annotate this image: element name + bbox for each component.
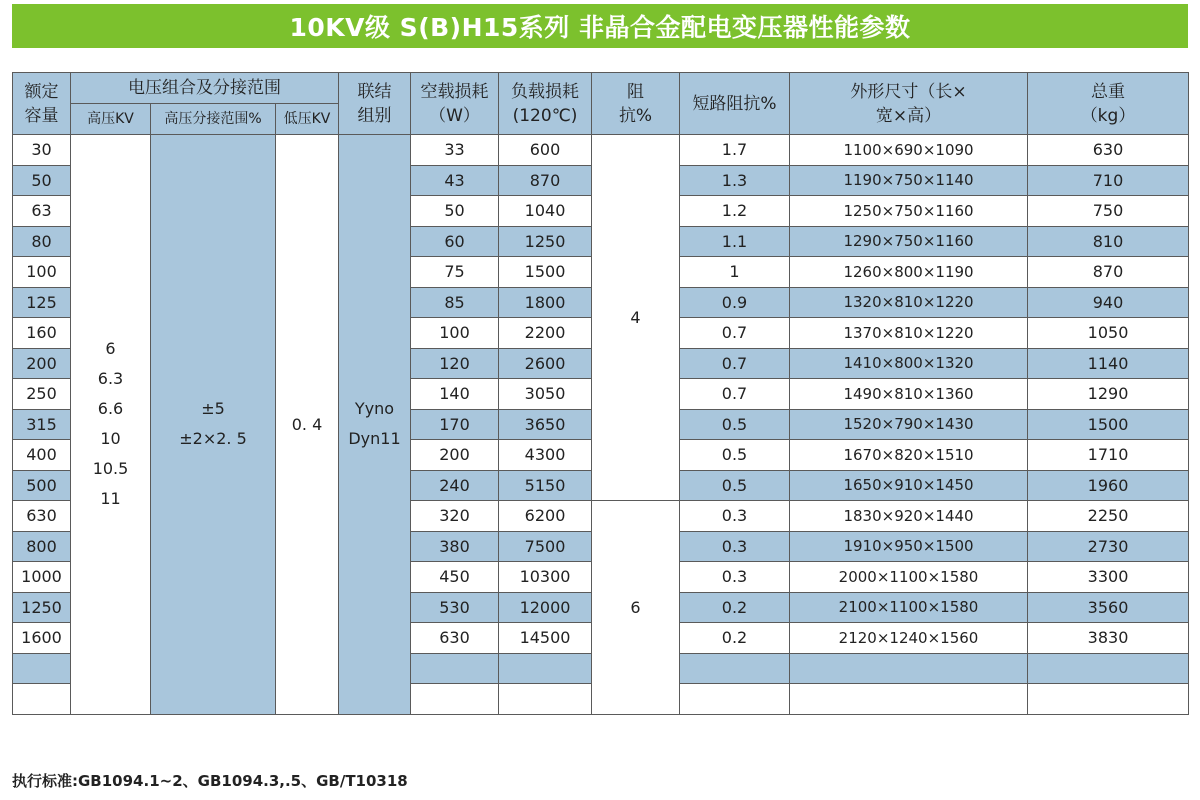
- load-loss-cell: 1250: [499, 226, 592, 257]
- load-loss-cell: [499, 684, 592, 715]
- dimensions-cell: 1670×820×1510: [790, 440, 1028, 471]
- hv-tap-value: ±2×2. 5: [179, 429, 247, 449]
- hv-voltage-value: 10.5: [92, 459, 129, 479]
- noload-loss-cell: 240: [411, 470, 499, 501]
- dimensions-cell: [790, 653, 1028, 684]
- weight-cell: 710: [1028, 165, 1189, 196]
- short-circuit-cell: 0.3: [680, 562, 790, 593]
- dimensions-cell: 1250×750×1160: [790, 196, 1028, 227]
- load-loss-cell: 2200: [499, 318, 592, 349]
- short-circuit-cell: 0.5: [680, 440, 790, 471]
- load-loss-cell: [499, 653, 592, 684]
- capacity-cell: [13, 684, 71, 715]
- capacity-cell: 80: [13, 226, 71, 257]
- weight-cell: 1710: [1028, 440, 1189, 471]
- weight-cell: 810: [1028, 226, 1189, 257]
- dimensions-cell: 1320×810×1220: [790, 287, 1028, 318]
- connection-group-value: Dyn11: [348, 429, 401, 449]
- capacity-cell: 63: [13, 196, 71, 227]
- dimensions-cell: 1100×690×1090: [790, 135, 1028, 166]
- capacity-cell: 630: [13, 501, 71, 532]
- connection-group-cell: [339, 135, 411, 715]
- header-hv-tap: 高压分接范围%: [151, 104, 276, 135]
- header-load-loss: 负载损耗(120℃): [499, 73, 592, 135]
- page-title: 10KV级 S(B)H15系列 非晶合金配电变压器性能参数: [289, 13, 911, 42]
- capacity-cell: 30: [13, 135, 71, 166]
- short-circuit-cell: 0.7: [680, 348, 790, 379]
- noload-loss-cell: 33: [411, 135, 499, 166]
- hv-voltage-value: 10: [100, 429, 121, 449]
- impedance-cell: 4: [592, 135, 680, 501]
- load-loss-cell: 2600: [499, 348, 592, 379]
- dimensions-cell: 1520×790×1430: [790, 409, 1028, 440]
- footer-standard: 执行标准:GB1094.1~2、GB1094.3,.5、GB/T10318: [12, 772, 408, 790]
- load-loss-cell: 10300: [499, 562, 592, 593]
- load-loss-cell: 870: [499, 165, 592, 196]
- short-circuit-cell: 0.7: [680, 379, 790, 410]
- dimensions-cell: 1410×800×1320: [790, 348, 1028, 379]
- dimensions-cell: 1260×800×1190: [790, 257, 1028, 288]
- dimensions-cell: 1830×920×1440: [790, 501, 1028, 532]
- weight-cell: 750: [1028, 196, 1189, 227]
- noload-loss-cell: 170: [411, 409, 499, 440]
- capacity-cell: 315: [13, 409, 71, 440]
- header-voltage-group: 电压组合及分接范围: [71, 73, 339, 104]
- weight-cell: 1140: [1028, 348, 1189, 379]
- capacity-cell: 800: [13, 531, 71, 562]
- noload-loss-cell: 100: [411, 318, 499, 349]
- short-circuit-cell: 1: [680, 257, 790, 288]
- header-short-circuit: 短路阻抗%: [680, 73, 790, 135]
- noload-loss-cell: 200: [411, 440, 499, 471]
- weight-cell: 940: [1028, 287, 1189, 318]
- capacity-cell: 125: [13, 287, 71, 318]
- weight-cell: 2250: [1028, 501, 1189, 532]
- weight-cell: 1960: [1028, 470, 1189, 501]
- short-circuit-cell: 1.1: [680, 226, 790, 257]
- noload-loss-cell: 530: [411, 592, 499, 623]
- weight-cell: 3830: [1028, 623, 1189, 654]
- short-circuit-cell: 0.2: [680, 592, 790, 623]
- load-loss-cell: 14500: [499, 623, 592, 654]
- hv-voltage-value: 6.6: [97, 399, 124, 419]
- noload-loss-cell: [411, 684, 499, 715]
- weight-cell: 1500: [1028, 409, 1189, 440]
- short-circuit-cell: 1.2: [680, 196, 790, 227]
- short-circuit-cell: 0.5: [680, 470, 790, 501]
- load-loss-cell: 7500: [499, 531, 592, 562]
- load-loss-cell: 3650: [499, 409, 592, 440]
- short-circuit-cell: 0.3: [680, 501, 790, 532]
- load-loss-cell: 12000: [499, 592, 592, 623]
- noload-loss-cell: 60: [411, 226, 499, 257]
- header-capacity: 额定容量: [13, 73, 71, 135]
- noload-loss-cell: 43: [411, 165, 499, 196]
- noload-loss-cell: 120: [411, 348, 499, 379]
- noload-loss-cell: [411, 653, 499, 684]
- noload-loss-cell: 450: [411, 562, 499, 593]
- load-loss-cell: 1800: [499, 287, 592, 318]
- weight-cell: 630: [1028, 135, 1189, 166]
- load-loss-cell: 1040: [499, 196, 592, 227]
- weight-cell: 870: [1028, 257, 1189, 288]
- hv-tap-range-cell: [151, 135, 276, 715]
- noload-loss-cell: 50: [411, 196, 499, 227]
- title-banner: [12, 4, 1188, 48]
- dimensions-cell: 1190×750×1140: [790, 165, 1028, 196]
- header-dimensions: 外形尺寸（长×宽×高）: [790, 73, 1028, 135]
- load-loss-cell: 600: [499, 135, 592, 166]
- short-circuit-cell: 0.5: [680, 409, 790, 440]
- load-loss-cell: 6200: [499, 501, 592, 532]
- connection-group-value: Yyno: [354, 399, 395, 419]
- noload-loss-cell: 75: [411, 257, 499, 288]
- weight-cell: [1028, 653, 1189, 684]
- dimensions-cell: 1370×810×1220: [790, 318, 1028, 349]
- hv-voltage-value: 6: [105, 339, 116, 359]
- dimensions-cell: 1290×750×1160: [790, 226, 1028, 257]
- capacity-cell: 1000: [13, 562, 71, 593]
- header-hv: 高压KV: [71, 104, 151, 135]
- spec-table: [12, 72, 1189, 715]
- header-connection: 联结组别: [339, 73, 411, 135]
- lv-voltage-cell: 0. 4: [276, 135, 339, 715]
- dimensions-cell: 1910×950×1500: [790, 531, 1028, 562]
- short-circuit-cell: 0.3: [680, 531, 790, 562]
- short-circuit-cell: 1.7: [680, 135, 790, 166]
- dimensions-cell: 2120×1240×1560: [790, 623, 1028, 654]
- weight-cell: 3300: [1028, 562, 1189, 593]
- noload-loss-cell: 380: [411, 531, 499, 562]
- dimensions-cell: [790, 684, 1028, 715]
- dimensions-cell: 1490×810×1360: [790, 379, 1028, 410]
- header-lv: 低压KV: [276, 104, 339, 135]
- hv-voltage-value: 11: [100, 489, 121, 509]
- dimensions-cell: 1650×910×1450: [790, 470, 1028, 501]
- dimensions-cell: 2100×1100×1580: [790, 592, 1028, 623]
- short-circuit-cell: 0.7: [680, 318, 790, 349]
- load-loss-cell: 3050: [499, 379, 592, 410]
- short-circuit-cell: 1.3: [680, 165, 790, 196]
- dimensions-cell: 2000×1100×1580: [790, 562, 1028, 593]
- short-circuit-cell: 0.9: [680, 287, 790, 318]
- hv-voltage-cell: [71, 135, 151, 715]
- hv-tap-value: ±5: [201, 399, 225, 419]
- weight-cell: [1028, 684, 1189, 715]
- noload-loss-cell: 630: [411, 623, 499, 654]
- capacity-cell: 500: [13, 470, 71, 501]
- header-impedance: 阻抗%: [592, 73, 680, 135]
- load-loss-cell: 4300: [499, 440, 592, 471]
- impedance-cell: 6: [592, 501, 680, 715]
- short-circuit-cell: [680, 684, 790, 715]
- header-noload-loss: 空载损耗（W）: [411, 73, 499, 135]
- weight-cell: 3560: [1028, 592, 1189, 623]
- capacity-cell: 1250: [13, 592, 71, 623]
- table-row: [13, 135, 1189, 166]
- capacity-cell: 200: [13, 348, 71, 379]
- capacity-cell: [13, 653, 71, 684]
- weight-cell: 1290: [1028, 379, 1189, 410]
- capacity-cell: 400: [13, 440, 71, 471]
- weight-cell: 1050: [1028, 318, 1189, 349]
- short-circuit-cell: [680, 653, 790, 684]
- capacity-cell: 100: [13, 257, 71, 288]
- capacity-cell: 160: [13, 318, 71, 349]
- hv-voltage-value: 6.3: [97, 369, 124, 389]
- noload-loss-cell: 85: [411, 287, 499, 318]
- header-weight: 总重（kg）: [1028, 73, 1189, 135]
- noload-loss-cell: 320: [411, 501, 499, 532]
- noload-loss-cell: 140: [411, 379, 499, 410]
- capacity-cell: 1600: [13, 623, 71, 654]
- load-loss-cell: 1500: [499, 257, 592, 288]
- capacity-cell: 50: [13, 165, 71, 196]
- weight-cell: 2730: [1028, 531, 1189, 562]
- load-loss-cell: 5150: [499, 470, 592, 501]
- short-circuit-cell: 0.2: [680, 623, 790, 654]
- capacity-cell: 250: [13, 379, 71, 410]
